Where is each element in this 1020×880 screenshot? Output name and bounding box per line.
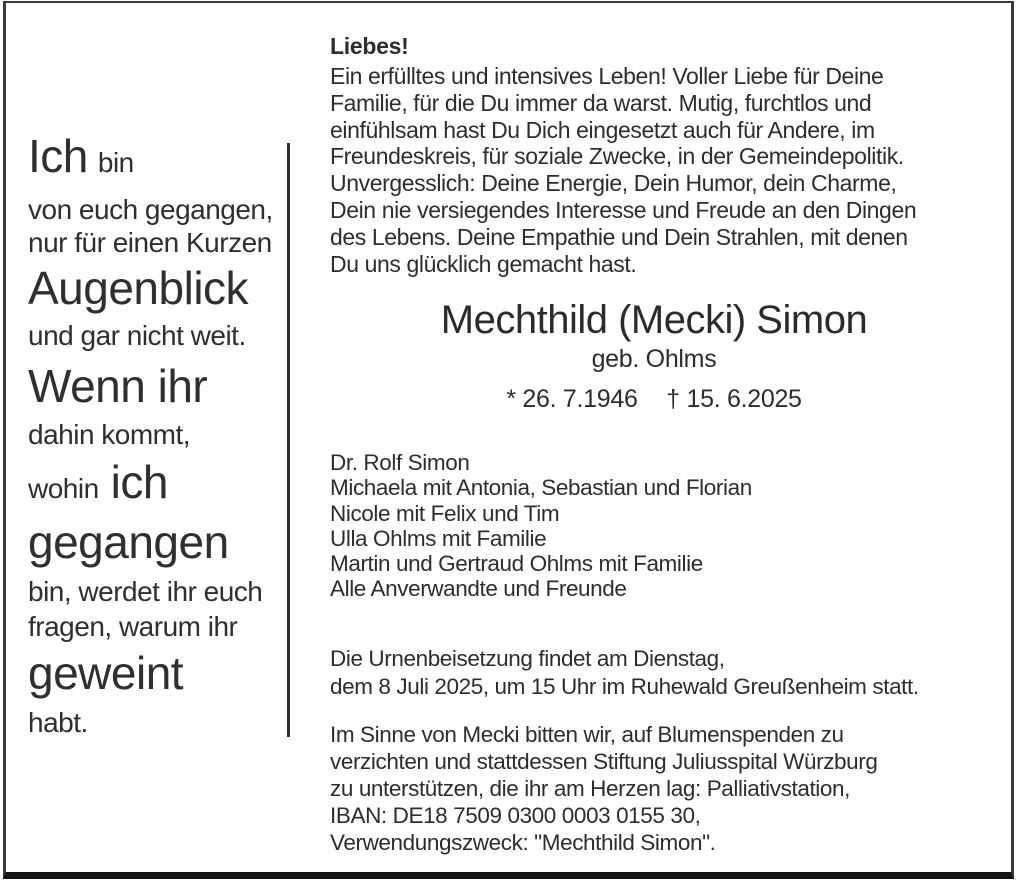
mourners-list (330, 450, 985, 602)
poem-line (28, 130, 284, 182)
poem-word-large: Ich (28, 130, 88, 182)
funeral-line: dem 8 Juli 2025, um 15 Uhr im Ruhewald Greußenheim statt. (330, 673, 919, 699)
mourner-line: Ulla Ohlms mit Familie (330, 525, 547, 551)
donation-line: Verwendungszweck: "Mechthild Simon". (330, 830, 716, 855)
salutation: Liebes! (330, 33, 409, 59)
poem-word-large: ich (110, 456, 168, 508)
eulogy-line: Familie, für die Du immer da warst. Mutig, furchtlos und (330, 89, 872, 116)
donation-line: Im Sinne von Mecki bitten wir, auf Blumenspenden zu (330, 722, 844, 747)
birth-star-symbol: * (506, 385, 516, 413)
poem-line: habt. (28, 707, 88, 738)
poem-word-large: gegangen (28, 516, 229, 568)
poem-word-small: wohin (28, 473, 99, 504)
eulogy-line: Ein erfülltes und intensives Leben! Voller Liebe für Deine (330, 63, 884, 89)
birth-date: 26. 7.1946 (522, 385, 638, 413)
eulogy-line: Dein nie versiegendes Interesse und Freude an den Dingen (330, 196, 917, 223)
mourner-line: Dr. Rolf Simon (330, 450, 470, 475)
eulogy-line: des Lebens. Deine Empathie und Dein Strahlen, mit denen (330, 223, 908, 250)
death-cross-symbol: † (666, 385, 680, 413)
funeral-line: Die Urnenbeisetzung findet am Dienstag, (330, 646, 725, 671)
poem-word-large: geweint (28, 647, 184, 699)
death-date: 15. 6.2025 (686, 385, 802, 413)
poem-line: fragen, warum ihr (28, 611, 238, 642)
eulogy-paragraph (330, 63, 985, 277)
mourner-line: Alle Anverwandte und Freunde (330, 576, 627, 602)
poem-word-large: Augenblick (28, 262, 249, 314)
mourner-line: Michaela mit Antonia, Sebastian und Florian (330, 475, 752, 501)
memorial-poem (28, 130, 284, 738)
funeral-info (330, 645, 990, 700)
poem-line (28, 456, 284, 508)
eulogy-line: Freundeskreis, für soziale Zwecke, in der Gemeindepolitik. (330, 143, 904, 170)
eulogy-line: einfühlsam hast Du Dich eingesetzt auch für Andere, im (330, 116, 875, 143)
poem-line: nur für einen Kurzen (28, 227, 272, 258)
deceased-name: Mechthild (Mecki) Simon (440, 298, 868, 342)
eulogy-line: Unvergesslich: Deine Energie, Dein Humor, dein Charme, (330, 170, 897, 197)
poem-line: bin, werdet ihr euch (28, 576, 263, 607)
mourner-line: Martin und Gertraud Ohlms mit Familie (330, 551, 703, 577)
donation-line: IBAN: DE18 7509 0300 0003 0155 30, (330, 803, 701, 828)
maiden-name: geb. Ohlms (591, 345, 717, 373)
donation-line: verzichten und stattdessen Stiftung Juliusspital Würzburg (330, 749, 878, 774)
mourner-line: Nicole mit Felix und Tim (330, 500, 560, 526)
poem-word-large: Wenn ihr (28, 360, 208, 412)
donation-info (330, 721, 990, 856)
life-dates (330, 385, 978, 414)
deceased-block (330, 297, 978, 414)
poem-line: und gar nicht weit. (28, 320, 246, 351)
vertical-divider (287, 143, 290, 737)
eulogy-line: Du uns glücklich gemacht hast. (330, 250, 637, 277)
poem-line: von euch gegangen, (28, 194, 273, 225)
poem-line: dahin kommt, (28, 419, 191, 450)
poem-word-small: bin (97, 147, 134, 178)
donation-line: zu unterstützen, die ihr am Herzen lag: Palliativstation, (330, 776, 850, 801)
